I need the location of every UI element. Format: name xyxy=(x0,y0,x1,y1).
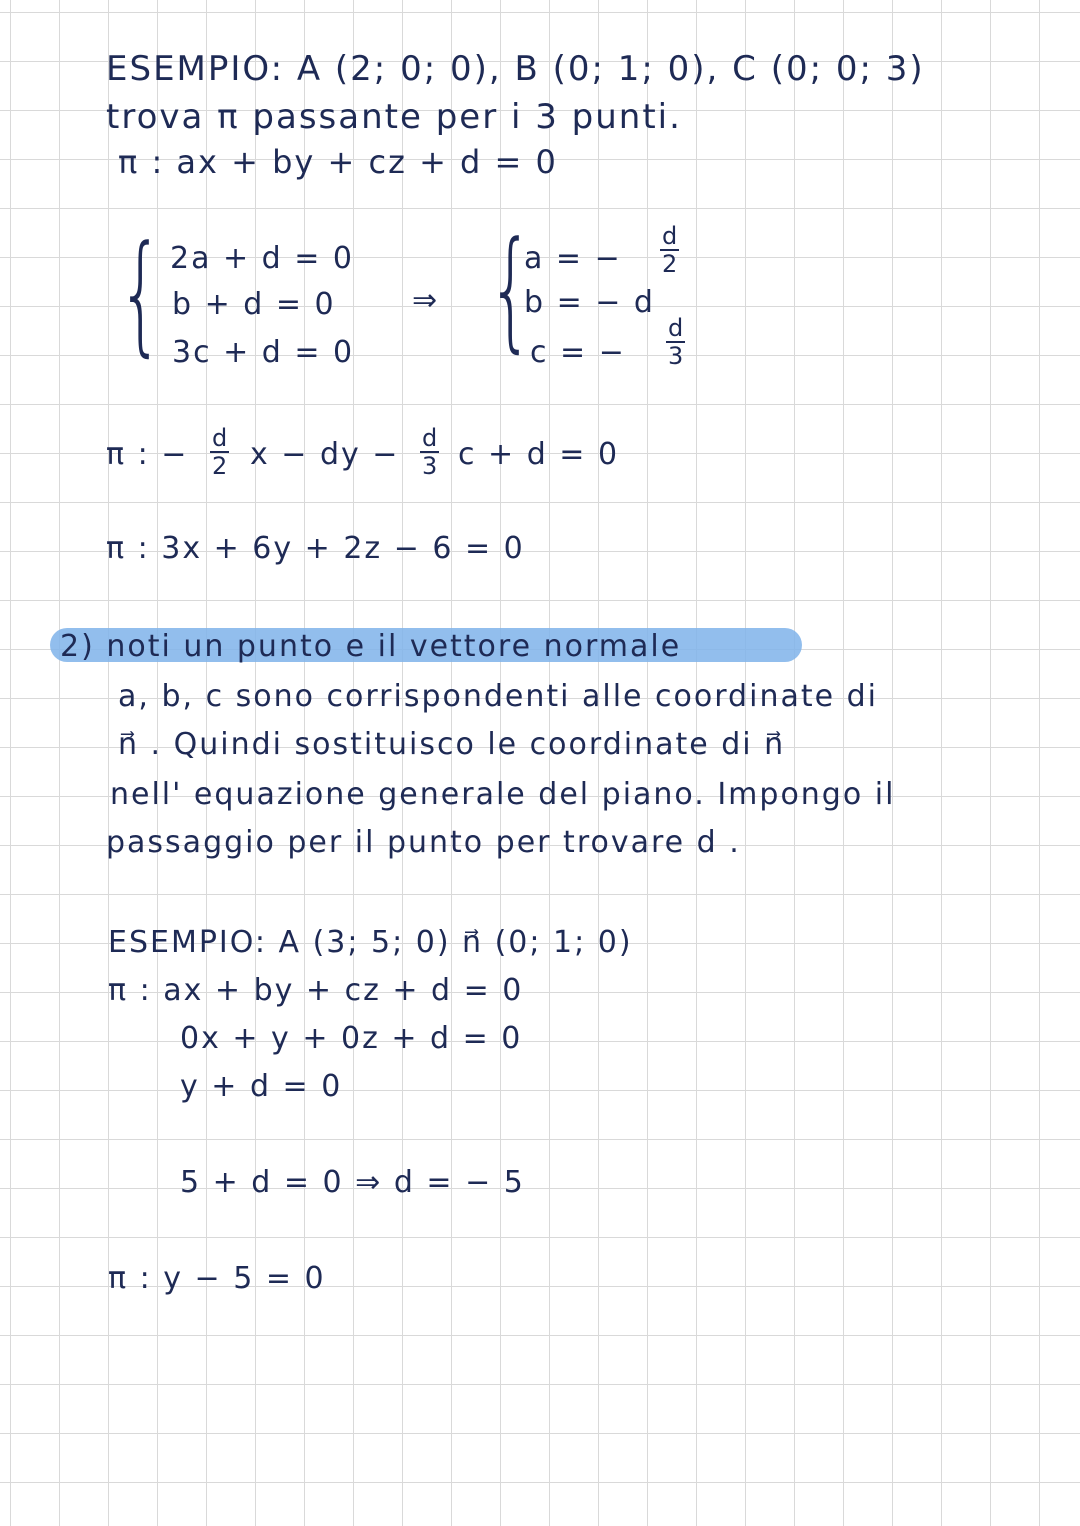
fraction-numerator: d xyxy=(422,424,438,452)
system-left-eq-2: b + d = 0 xyxy=(172,287,336,322)
section2-heading: 2) noti un punto e il vettore normale xyxy=(60,629,682,664)
fraction-denominator: 2 xyxy=(661,250,678,278)
fraction-numerator: d xyxy=(212,424,228,452)
section2-line-3: nell' equazione generale del piano. Impongo il xyxy=(110,777,896,812)
section2-line-1: a, b, c sono corrispondenti alle coordinate di xyxy=(118,679,878,714)
right-system-brace: { xyxy=(488,213,534,365)
fraction-numerator: d xyxy=(668,314,684,342)
fraction-denominator: 3 xyxy=(667,342,684,370)
substituted-middle: x − dy − xyxy=(250,437,400,472)
example1-plane-equation: π : ax + by + cz + d = 0 xyxy=(118,143,558,181)
substituted-prefix: π : − xyxy=(106,437,189,472)
example2-substitution-1: 0x + y + 0z + d = 0 xyxy=(180,1021,523,1056)
example1-title: ESEMPIO: A (2; 0; 0), B (0; 1; 0), C (0; 0; 3) xyxy=(106,49,925,89)
section2-line-2: n⃗ . Quindi sostituisco le coordinate di n⃗ xyxy=(118,727,786,762)
implies-arrow: ⇒ xyxy=(412,283,440,318)
substituted-suffix: c + d = 0 xyxy=(458,437,620,472)
system-right-b: b = − d xyxy=(524,285,655,320)
system-right-a: a = − xyxy=(524,241,622,276)
example2-solve-d: 5 + d = 0 ⇒ d = − 5 xyxy=(180,1165,525,1200)
fraction-d-over-2 xyxy=(660,224,679,276)
example1-task: trova π passante per i 3 punti. xyxy=(106,97,682,137)
example2-substitution-2: y + d = 0 xyxy=(180,1069,343,1104)
example2-plane-equation: π : ax + by + cz + d = 0 xyxy=(108,973,524,1008)
section2-line-4: passaggio per il punto per trovare d . xyxy=(106,825,741,860)
system-right-c: c = − xyxy=(530,335,626,370)
example2-result: π : y − 5 = 0 xyxy=(108,1261,326,1296)
fraction-d-over-3 xyxy=(420,426,439,478)
system-left-eq-3: 3c + d = 0 xyxy=(172,335,355,370)
example1-result: π : 3x + 6y + 2z − 6 = 0 xyxy=(106,531,525,566)
system-left-eq-1: 2a + d = 0 xyxy=(170,241,355,276)
example2-title: ESEMPIO: A (3; 5; 0) n⃗ (0; 1; 0) xyxy=(108,925,633,960)
fraction-d-over-2 xyxy=(210,426,229,478)
fraction-numerator: d xyxy=(662,222,678,250)
fraction-denominator: 2 xyxy=(211,452,228,480)
fraction-denominator: 3 xyxy=(421,452,438,480)
fraction-d-over-3 xyxy=(666,316,685,368)
left-system-brace: { xyxy=(118,217,164,369)
